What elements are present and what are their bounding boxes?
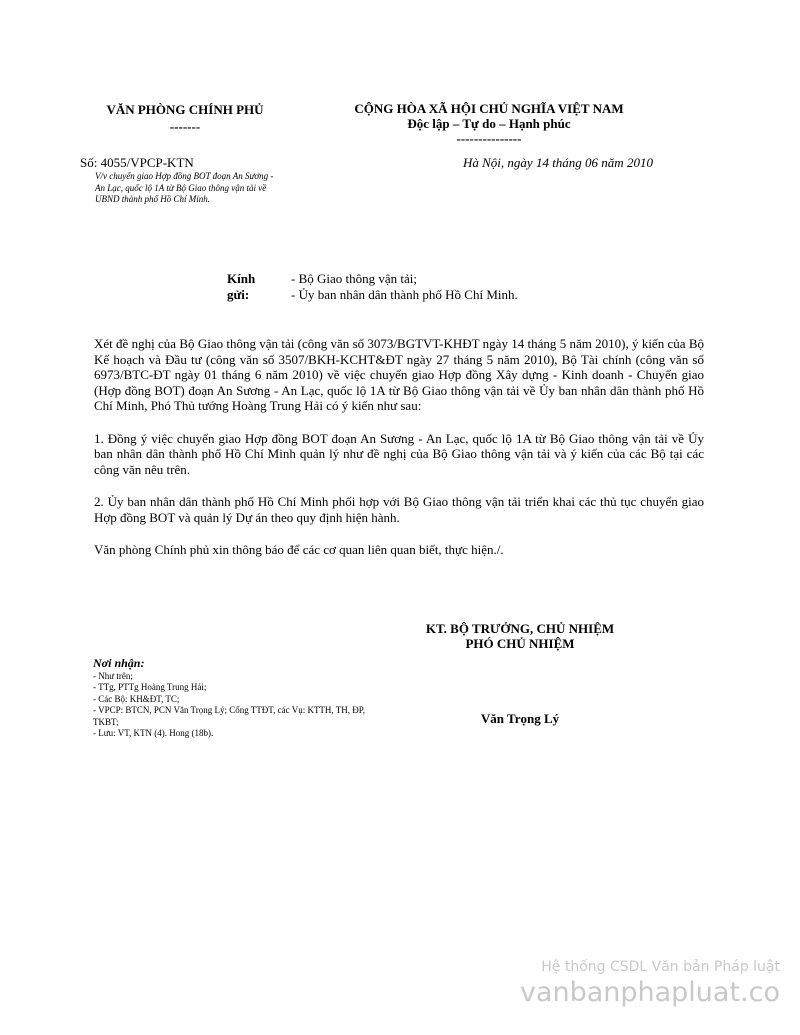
list-item: - Như trên; — [93, 670, 133, 681]
nation-name: CỘNG HÒA XÃ HỘI CHỦ NGHĨA VIỆT NAM — [354, 101, 624, 116]
document-body — [94, 336, 704, 575]
list-item: - Lưu: VT, KTN (4). Hong (18b). — [93, 728, 214, 738]
agency-header — [80, 101, 290, 135]
body-paragraph: Xét đề nghị của Bộ Giao thông vận tải (công văn số 3073/BGTVT-KHĐT ngày 14 tháng 5 năm 2010), ý kiến của Bộ Kế hoạch và Đầu tư (công văn số 3507/BKH-KCHT&ĐT ngày 27 tháng 5 năm 2010), Bộ Tài chính (công văn số 6973/BTC-ĐT ngày 01 tháng 6 năm 2010) về việc chuyển giao Hợp đồng Xây dựng - Kinh doanh - Chuyển giao (Hợp đồng BOT) đoạn An Sương - An Lạc, quốc lộ 1A từ Bộ Giao thông vận tải về Ủy ban nhân dân thành phố Hồ Chí Minh, Phó Thủ tướng Hoàng Trung Hải có ý kiến như sau: — [94, 336, 704, 413]
list-item: - VPCP: BTCN, PCN Văn Trọng Lý; Cổng TTĐT, các Vụ: KTTH, TH, ĐP, TKBT; — [93, 705, 366, 727]
recipients-items — [291, 271, 651, 303]
recipient-item: - Bộ Giao thông vận tải; — [291, 271, 418, 286]
list-item: - Các Bộ: KH&ĐT, TC; — [93, 693, 180, 704]
document-number: Số: 4055/VPCP-KTN — [80, 155, 194, 170]
signature-block — [400, 621, 640, 651]
recipient-item: - Ủy ban nhân dân thành phố Hồ Chí Minh. — [291, 287, 518, 302]
agency-name: VĂN PHÒNG CHÍNH PHỦ — [106, 102, 264, 117]
body-paragraph: Văn phòng Chính phủ xin thông báo để các cơ quan liên quan biết, thực hiện./. — [94, 542, 504, 557]
nation-motto: Độc lập – Tự do – Hạnh phúc — [407, 116, 571, 131]
document-date: Hà Nội, ngày 14 tháng 06 năm 2010 — [463, 155, 653, 170]
recipients-list-title: Nơi nhận: — [93, 656, 145, 670]
recipients-list — [93, 658, 383, 740]
watermark-line1: Hệ thống CSDL Văn bản Pháp luật — [541, 959, 780, 975]
watermark-line2: vanbanphapluat.co — [519, 977, 780, 1008]
recipients-label: Kính gửi: — [227, 271, 256, 302]
nation-header — [318, 101, 660, 146]
signature-subtitle: PHÓ CHỦ NHIỆM — [465, 636, 575, 651]
signature-title: KT. BỘ TRƯỞNG, CHỦ NHIỆM — [425, 621, 615, 636]
document-subject: V/v chuyển giao Hợp đồng BOT đoạn An Sương - An Lạc, quốc lộ 1A từ Bộ Giao thông vận tải về UBND thành phố Hồ Chí Minh. — [95, 171, 274, 204]
body-paragraph: 2. Ủy ban nhân dân thành phố Hồ Chí Minh phối hợp với Bộ Giao thông vận tải triển khai các thủ tục chuyển giao Hợp đồng BOT và quản lý Dự án theo quy định hiện hành. — [94, 494, 704, 525]
watermark — [520, 958, 780, 1010]
signer-name: Văn Trọng Lý — [480, 711, 560, 726]
motto-rule: --------------- — [456, 131, 522, 146]
list-item: - TTg, PTTg Hoàng Trung Hải; — [93, 682, 207, 692]
agency-rule: ------- — [169, 119, 201, 134]
body-paragraph: 1. Đồng ý việc chuyển giao Hợp đồng BOT đoạn An Sương - An Lạc, quốc lộ 1A từ Bộ Giao thông vận tải về Ủy ban nhân dân thành phố Hồ Chí Minh quản lý như đề nghị của Bộ Giao thông vận tải và ý kiến của các Bộ tại các công văn nêu trên. — [94, 430, 704, 477]
